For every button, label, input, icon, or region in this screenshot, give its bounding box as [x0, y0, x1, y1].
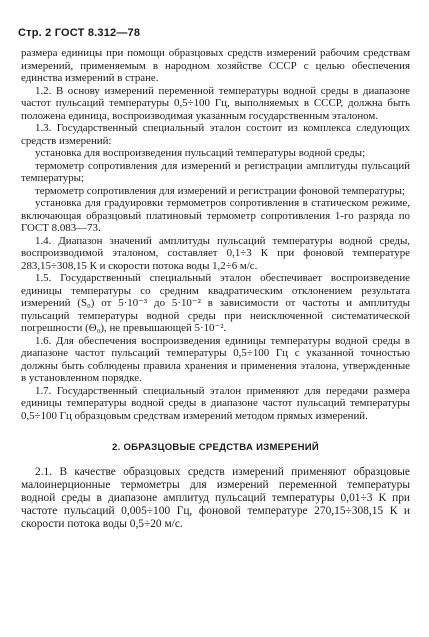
paragraph: 1.3. Государственный специальный эталон состоит из комплекса следующих средств измерений:: [21, 122, 410, 147]
paragraph: установка для воспроизведения пульсаций температуры водной среды;: [35, 147, 366, 159]
paragraph: термометр сопротивления для измерений и регистрации фоновой температуры;: [35, 184, 405, 197]
paragraph: 1.4. Диапазон значений амплитуды пульсаций температуры водной среды, воспроизводимой эталоном, составляет 0,1÷3 К при фоновой температуре 283,15÷308,15 К и скорости потока воды 1,2÷6 м/с.: [21, 234, 410, 272]
paragraph: термометр сопротивления для измерений и регистрации амплитуды пульсаций температуры;: [21, 159, 410, 184]
document-body: [21, 47, 410, 531]
paragraph-list: [21, 47, 410, 422]
paragraph: установка для градуировки термометров сопротивления в статическом режиме, включающая образцовый платиновый термометр сопротивления 1-го разряда по ГОСТ 8.083—73.: [21, 197, 410, 234]
paragraph: 1.2. В основу измерений переменной температуры водной среды в диапазоне частот пульсаций температуры 0,5÷100 Гц, выполняемых в СССР, должна быть положена единица, воспроизводимая указанным государственным эталоном.: [21, 84, 410, 122]
paragraph: 1.7. Государственный специальный эталон применяют для передачи размера единицы температуры водной среды в диапазоне частот пульсаций температуры 0,5÷100 Гц образцовым средствам измерений методом прямых измерений.: [21, 384, 410, 422]
page-header: Стр. 2 ГОСТ 8.312—78: [18, 27, 141, 39]
paragraph: 1.6. Для обеспечения воспроизведения единицы температуры водной среды в диапазоне частот пульсаций температуры 0,5÷100 Гц с указанной точностью должны быть соблюдены правила хранения и применения эталона, утвержденные в установленном порядке.: [21, 334, 410, 384]
paragraph: размера единицы при помощи образцовых средств измерений рабочим средствам измерений, применяемым в народном хозяйстве СССР с целью обеспечения единства измерений в стране.: [21, 47, 410, 84]
section-paragraph: 2.1. В качестве образцовых средств измерений применяют образцовые малоинерционные термометры для измерений переменной температуры водной среды в диапазоне амплитуд пульсаций температуры 0,01÷3 К при частоте пульсаций 0,005÷100 Гц, фоновой температуре 270,15÷308,15 К и скорости потока воды 0,5÷20 м/с.: [21, 465, 410, 530]
section-title: 2. ОБРАЗЦОВЫЕ СРЕДСТВА ИЗМЕРЕНИЙ: [112, 442, 319, 453]
paragraph: 1.5. Государственный специальный эталон обеспечивает воспроизведение единицы температуры со средним квадратическим отклонением результата измерений (S₀) от 5·10⁻³ до 5·10⁻² в зависимости от частоты и амплитуды пульсаций температуры водной среды при неисключенной систематической погрешности (Θ₀), не превышающей 5·10⁻².: [21, 272, 410, 334]
